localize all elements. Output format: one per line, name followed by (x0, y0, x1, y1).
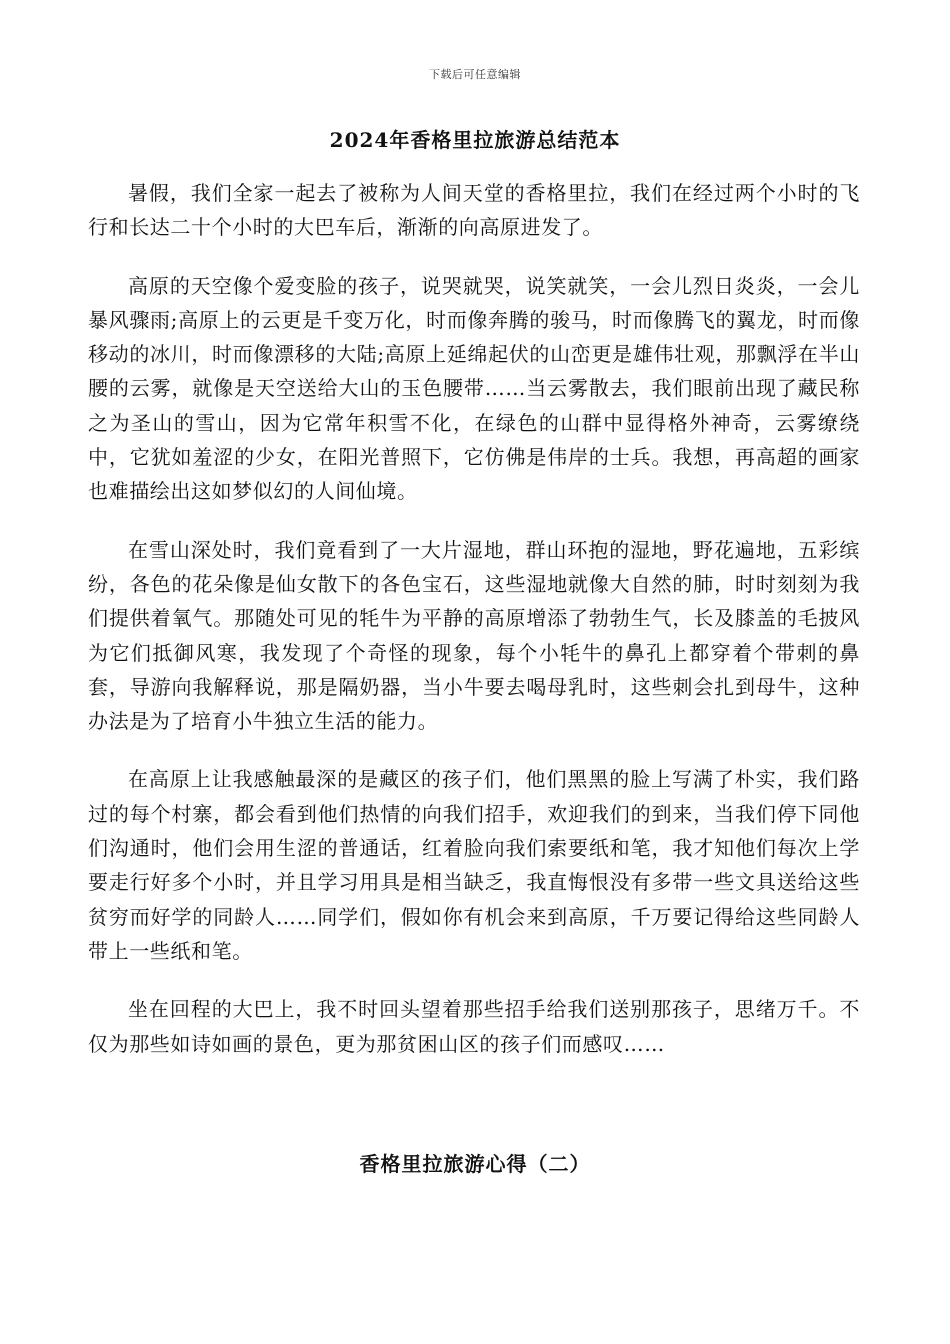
paragraph: 在雪山深处时，我们竟看到了一大片湿地，群山环抱的湿地，野花遍地，五彩缤纷，各色的花朵像是仙女散下的各色宝石，这些湿地就像大自然的肺，时时刻刻为我们提供着氧气。那随处可见的牦牛为平静的高原增添了勃勃生气，长及膝盖的毛披风为它们抵御风寒，我发现了个奇怪的现象，每个小牦牛的鼻孔上都穿着个带刺的鼻套，导游向我解释说，那是隔奶器，当小牛要去喝母乳时，这些刺会扎到母牛，这种办法是为了培育小牛独立生活的能力。 (88, 537, 860, 734)
paragraph: 暑假，我们全家一起去了被称为人间天堂的香格里拉，我们在经过两个小时的飞行和长达二十个小时的大巴车后，渐渐的向高原进发了。 (88, 181, 860, 240)
document-title: 2024年香格里拉旅游总结范本 (329, 128, 621, 152)
paragraph: 坐在回程的大巴上，我不时回头望着那些招手给我们送别那孩子，思绪万千。不仅为那些如诗如画的景色，更为那贫困山区的孩子们而感叹…… (88, 997, 860, 1056)
section-subtitle: 香格里拉旅游心得（二） (359, 1152, 591, 1176)
document-body (88, 176, 860, 1085)
paragraph: 高原的天空像个爱变脸的孩子，说哭就哭，说笑就笑，一会儿烈日炎炎，一会儿暴风骤雨;高原上的云更是千变万化，时而像奔腾的骏马，时而像腾飞的翼龙，时而像移动的冰川，时而像漂移的大陆;高原上延绵起伏的山峦更是雄伟壮观，那飘浮在半山腰的云雾，就像是天空送给大山的玉色腰带……当云雾散去，我们眼前出现了藏民称之为圣山的雪山，因为它常年积雪不化，在绿色的山群中显得格外神奇，云雾缭绕中，它犹如羞涩的少女，在阳光普照下，它仿佛是伟岸的士兵。我想，再高超的画家也难描绘出这如梦似幻的人间仙境。 (88, 273, 860, 504)
header-note: 下载后可任意编辑 (429, 68, 521, 81)
paragraph: 在高原上让我感触最深的是藏区的孩子们，他们黑黑的脸上写满了朴实，我们路过的每个村寨，都会看到他们热情的向我们招手，欢迎我们的到来，当我们停下同他们沟通时，他们会用生涩的普通话，红着脸向我们索要纸和笔，我才知他们每次上学要走行好多个小时，并且学习用具是相当缺乏，我直悔恨没有多带一些文具送给这些贫穷而好学的同龄人……同学们，假如你有机会来到高原，千万要记得给这些同龄人带上一些纸和笔。 (88, 767, 860, 963)
